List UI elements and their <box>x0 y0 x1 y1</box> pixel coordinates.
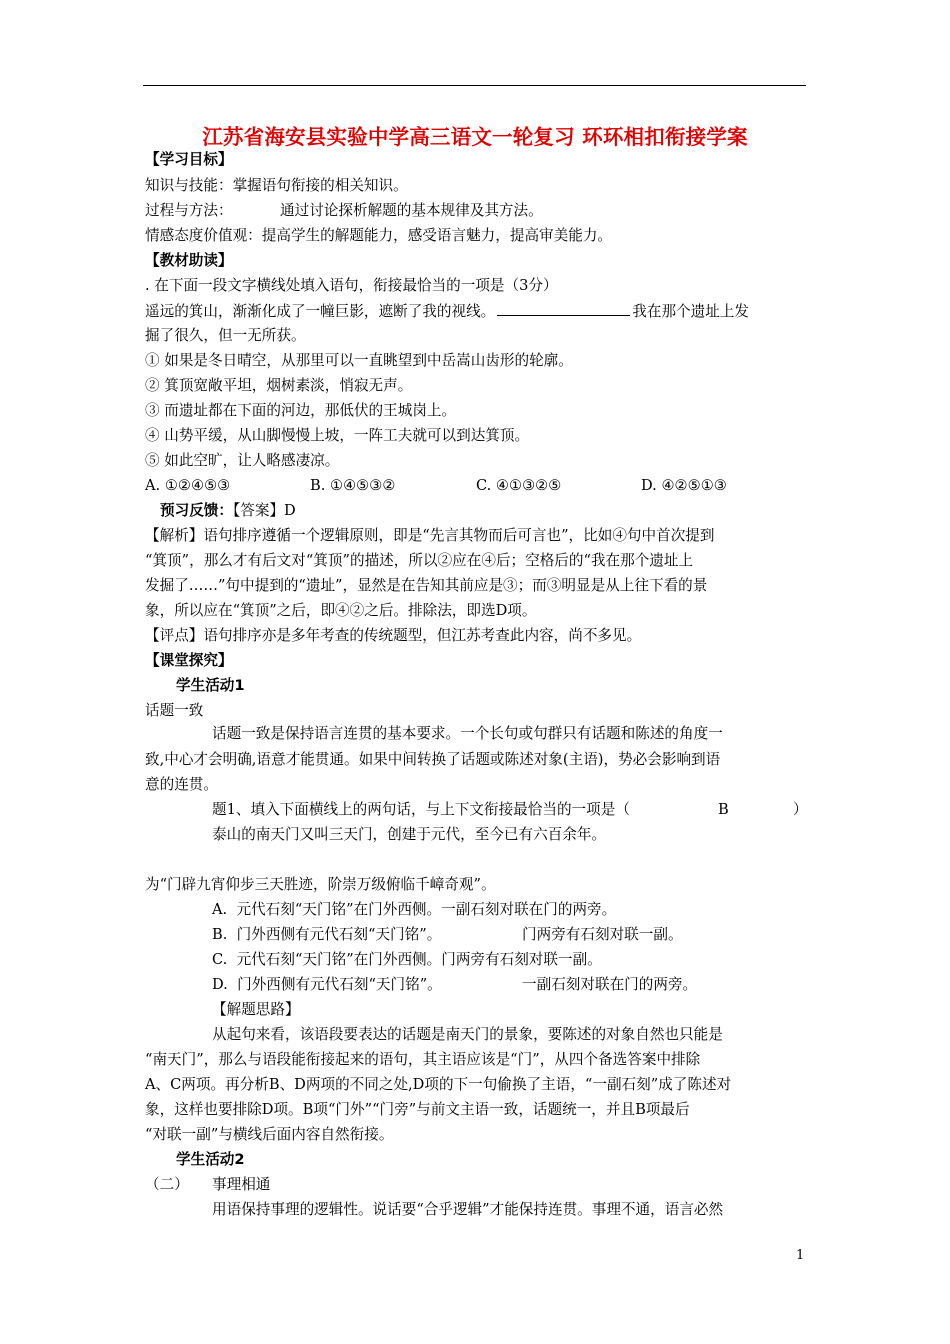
passage-after: 我在那个遗址上发 <box>632 303 750 320</box>
feedback-line <box>160 501 296 521</box>
section2-title: 事理相通 <box>212 1176 271 1193</box>
page-title: 江苏省海安县实验中学高三语文一轮复习 环环相扣衔接学案 <box>202 125 748 149</box>
goal-emotion: 情感态度价值观：提高学生的解题能力，感受语言魅力，提高审美能力。 <box>145 227 613 244</box>
topic-text: 意的连贯。 <box>145 776 218 793</box>
activity1-heading: 学生活动1 <box>176 677 245 694</box>
reading-question: . 在下面一段文字横线处填入语句，衔接最恰当的一项是（3分） <box>145 277 558 294</box>
reading-item: ⑤ 如此空旷，让人略感凄凉。 <box>145 452 340 469</box>
analysis-line: 象，所以应在“箕顶”之后，即④②之后。排除法，即选D项。 <box>145 602 537 619</box>
section2-label: （二） <box>145 1176 189 1193</box>
solve-text: 象，这样也要排除D项。B项“门外”“门旁”与前文主语一致，话题统一，并且B项最后 <box>145 1101 690 1118</box>
option-a: A. ①②④⑤③ <box>145 477 231 494</box>
feedback-label: 预习反馈： <box>160 502 233 519</box>
solve-text: 从起句来看，该语段要表达的话题是南天门的景象，要陈述的对象自然也只能是 <box>212 1026 723 1043</box>
goal-process-text: 通过讨论探析解题的基本规律及其方法。 <box>280 202 543 219</box>
solve-text: “对联一副”与横线后面内容自然衔接。 <box>145 1126 394 1143</box>
reading-item: ① 如果是冬日晴空，从那里可以一直眺望到中岳嵩山齿形的轮廓。 <box>145 352 573 369</box>
goals-heading: 【学习目标】 <box>145 151 233 168</box>
analysis-line: “箕顶”，那么才有后文对“箕顶”的描述，所以②应在④后；空格后的“我在那个遗址上 <box>145 552 694 569</box>
feedback-answer: 【答案】D <box>232 502 296 519</box>
q1-option-b-tail: 门两旁有石刻对联一副。 <box>522 926 683 943</box>
section2-text: 用语保持事理的逻辑性。说话要“合乎逻辑”才能保持连贯。事理不通，语言必然 <box>212 1201 724 1218</box>
topic-text: 话题一致是保持语言连贯的基本要求。一个长句或句群只有话题和陈述的角度一 <box>212 725 723 742</box>
goal-knowledge: 知识与技能：掌握语句衔接的相关知识。 <box>145 177 408 194</box>
q1-prompt: 题1、填入下面横线上的两句话，与上下文衔接最恰当的一项是（ <box>212 801 630 818</box>
analysis-line: 发掘了……”句中提到的“遗址”，显然是在告知其前应是③；而③明显是从上往下看的景 <box>145 577 708 594</box>
explore-heading: 【课堂探究】 <box>145 652 233 669</box>
passage-before: 遥远的箕山，渐渐化成了一幢巨影，遮断了我的视线。 <box>145 303 496 320</box>
q1-option-d: D. 门外西侧有元代石刻“天门铭”。 <box>212 976 442 993</box>
analysis-line: 【解析】语句排序遵循一个逻辑原则，即是“先言其物而后可言也”，比如④句中首次提到 <box>145 527 715 544</box>
q1-option-b: B. 门外西侧有元代石刻“天门铭”。 <box>212 926 442 943</box>
reading-passage-line2: 掘了很久，但一无所获。 <box>145 327 306 344</box>
reading-heading: 【教材助读】 <box>145 252 233 269</box>
option-d: D. ④②⑤①③ <box>641 477 727 494</box>
solve-heading: 【解题思路】 <box>212 1001 300 1018</box>
comment-line: 【评点】语句排序亦是多年考查的传统题型，但江苏考查此内容，尚不多见。 <box>145 627 642 644</box>
q1-close: ） <box>793 801 808 818</box>
header-rule <box>143 85 806 86</box>
q1-option-a: A. 元代石刻“天门铭”在门外西侧。一副石刻对联在门的两旁。 <box>212 901 617 918</box>
q1-line1: 泰山的南天门又叫三天门，创建于元代，至今已有六百余年。 <box>212 826 607 843</box>
solve-text: A、C两项。再分析B、D两项的不同之处,D项的下一句偷换了主语，“一副石刻”成了陈述对 <box>145 1076 732 1093</box>
topic-text: 致,中心才会明确,语意才能贯通。如果中间转换了话题或陈述对象(主语)，势必会影响到语 <box>145 751 721 768</box>
q1-option-c: C. 元代石刻“天门铭”在门外西侧。门两旁有石刻对联一副。 <box>212 951 602 968</box>
q1-line2: 为“门辟九宵仰步三天胜迹，阶崇万级俯临千嶂奇观”。 <box>145 876 496 893</box>
q1-option-d-tail: 一副石刻对联在门的两旁。 <box>522 976 698 993</box>
goal-process-label: 过程与方法： <box>145 202 233 219</box>
activity2-heading: 学生活动2 <box>176 1151 245 1168</box>
solve-text: “南天门”，那么与语段能衔接起来的语句，其主语应该是“门”，从四个备选答案中排除 <box>145 1051 701 1068</box>
reading-item: ② 箕顶宽敞平坦，烟树素淡，悄寂无声。 <box>145 377 413 394</box>
answer-blank <box>497 301 630 316</box>
reading-passage-line1 <box>145 301 749 322</box>
reading-item: ④ 山势平缓，从山脚慢慢上坡，一阵工夫就可以到达箕顶。 <box>145 427 530 444</box>
option-b: B. ①④⑤③② <box>310 477 396 494</box>
q1-answer: B <box>718 801 729 818</box>
option-c: C. ④①③②⑤ <box>476 477 562 494</box>
reading-item: ③ 而遗址都在下面的河边，那低伏的王城岗上。 <box>145 402 457 419</box>
topic-title: 话题一致 <box>145 702 204 719</box>
page-number: 1 <box>796 1248 805 1263</box>
